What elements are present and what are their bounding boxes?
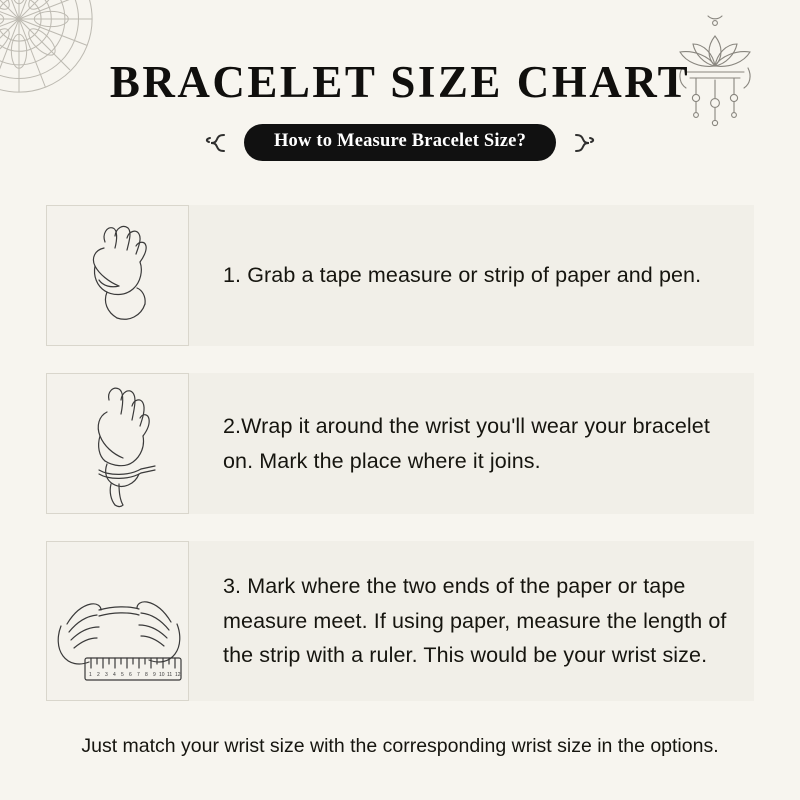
flourish-right-icon — [570, 130, 596, 156]
step-1-illustration — [46, 205, 189, 346]
step-2-illustration — [46, 373, 189, 514]
list-item — [46, 541, 754, 701]
svg-text:8: 8 — [145, 672, 148, 678]
subtitle-row — [0, 124, 800, 161]
flourish-left-icon — [204, 130, 230, 156]
list-item — [46, 373, 754, 514]
step-2-label: 2.Wrap it around the wrist you'll wear your bracelet on. Mark the place where it joins. — [223, 413, 710, 473]
step-2-text — [189, 373, 754, 514]
svg-text:2: 2 — [97, 672, 100, 678]
svg-text:9: 9 — [153, 672, 156, 678]
list-item — [46, 205, 754, 346]
svg-text:10: 10 — [159, 672, 165, 678]
svg-text:1: 1 — [89, 672, 92, 678]
svg-text:7: 7 — [137, 672, 140, 678]
steps-list — [46, 205, 754, 728]
footer-note: Just match your wrist size with the corresponding wrist size in the options. — [81, 735, 719, 757]
svg-text:12: 12 — [175, 672, 181, 678]
step-3-label: 3. Mark where the two ends of the paper or tape measure meet. If using paper, measure the length of the strip with a ruler. This would be your wrist size. — [223, 573, 727, 668]
step-3-text — [189, 541, 754, 701]
page-title: BRACELET SIZE CHART — [109, 57, 691, 107]
svg-text:11: 11 — [167, 672, 173, 678]
step-3-illustration — [46, 541, 189, 701]
subtitle-pill: How to Measure Bracelet Size? — [244, 124, 556, 161]
step-1-label: 1. Grab a tape measure or strip of paper and pen. — [223, 263, 702, 288]
svg-text:3: 3 — [105, 672, 108, 678]
svg-text:6: 6 — [129, 672, 132, 678]
step-1-text — [189, 205, 754, 346]
svg-text:4: 4 — [113, 672, 116, 678]
svg-text:5: 5 — [121, 672, 124, 678]
